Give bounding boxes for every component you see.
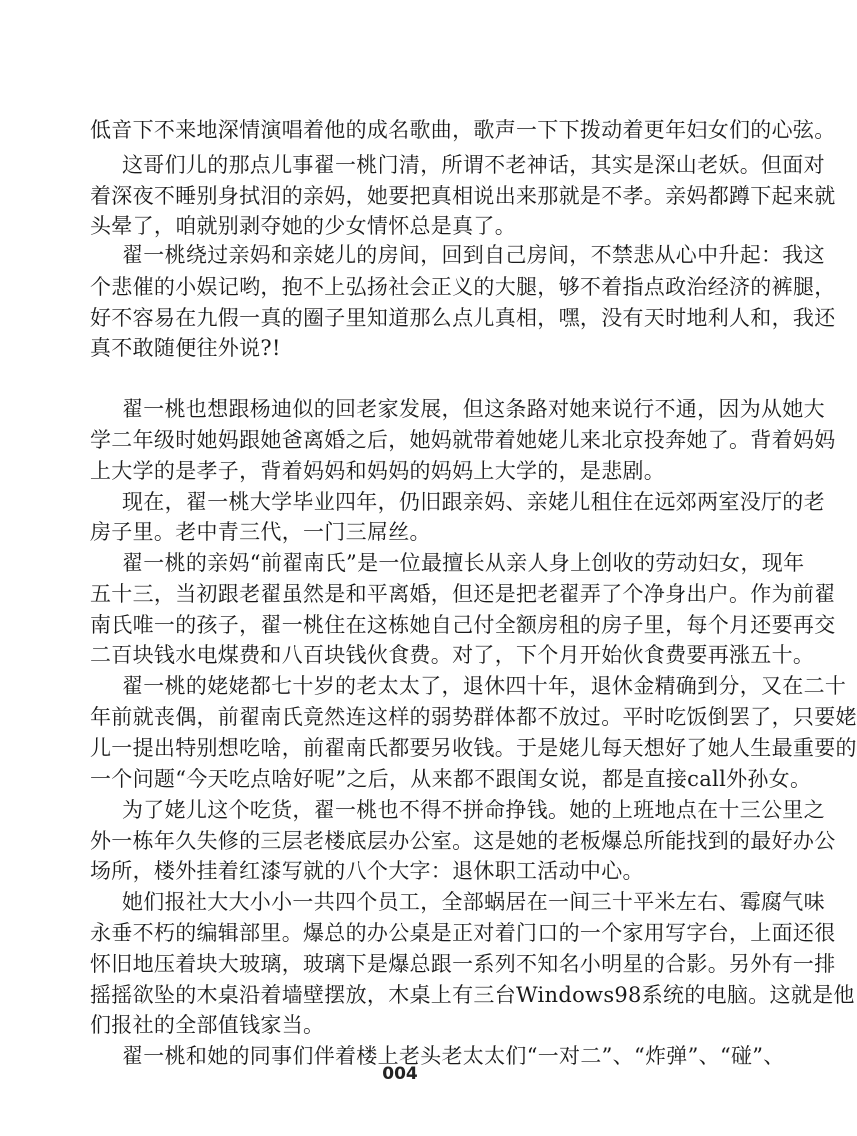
text-line: 南氏唯一的孩子，翟一桃住在这栋她自己付全额房租的房子里，每个月还要再交 <box>90 613 836 637</box>
text-line: 五十三，当初跟老翟虽然是和平离婚，但还是把老翟弄了个净身出户。作为前翟 <box>90 582 836 606</box>
text-line: 好不容易在九假一真的圈子里知道那么点儿真相，嘿，没有天时地利人和，我还 <box>90 306 836 330</box>
text-line: 头晕了，咱就别剥夺她的少女情怀总是真了。 <box>90 214 516 238</box>
text-line: 二百块钱水电煤费和八百块钱伙食费。对了，下个月开始伙食费要再涨五十。 <box>90 643 815 667</box>
text-line: 摇摇欲坠的木桌沿着墙壁摆放，木桌上有三台Windows98系统的电脑。这就是他 <box>90 983 855 1007</box>
text-line: 翟一桃的亲妈“前翟南氏”是一位最擅长从亲人身上创收的劳动妇女，现年 <box>122 551 805 575</box>
text-line: 真不敢随便往外说?! <box>90 336 281 360</box>
text-line: 她们报社大大小小一共四个员工，全部蜗居在一间三十平米左右、霉腐气味 <box>122 890 825 914</box>
text-line: 们报社的全部值钱家当。 <box>90 1013 325 1037</box>
text-line: 年前就丧偶，前翟南氏竟然连这样的弱势群体都不放过。平时吃饭倒罢了，只要姥 <box>90 705 857 729</box>
text-line: 为了姥儿这个吃货，翟一桃也不得不拼命挣钱。她的上班地点在十三公里之 <box>122 798 825 822</box>
text-line: 永垂不朽的编辑部里。爆总的办公桌是正对着门口的一个家用写字台，上面还很 <box>90 921 836 945</box>
text-line: 着深夜不睡别身拭泪的亲妈，她要把真相说出来那就是不孝。亲妈都蹲下起来就 <box>90 184 836 208</box>
text-line: 翟一桃也想跟杨迪似的回老家发展，但这条路对她来说行不通，因为从她大 <box>122 397 825 421</box>
text-line: 翟一桃和她的同事们伴着楼上老头老太太们“一对二”、“炸弹”、“碰”、 <box>122 1044 785 1068</box>
text-line: 翟一桃绕过亲妈和亲姥儿的房间，回到自己房间，不禁悲从心中升起：我这 <box>122 243 825 267</box>
text-line: 怀旧地压着块大玻璃，玻璃下是爆总跟一系列不知名小明星的合影。另外有一排 <box>90 952 836 976</box>
text-line: 外一栋年久失修的三层老楼底层办公室。这是她的老板爆总所能找到的最好办公 <box>90 829 836 853</box>
text-line: 个悲催的小娱记哟，抱不上弘扬社会正义的大腿，够不着指点政治经济的裤腿， <box>90 275 836 299</box>
text-line: 翟一桃的姥姥都七十岁的老太太了，退休四十年，退休金精确到分，又在二十 <box>122 674 847 698</box>
page-number: 004 <box>382 1064 418 1084</box>
text-line: 低音下不来地深情演唱着他的成名歌曲，歌声一下下拨动着更年妇女们的心弦。 <box>90 118 836 142</box>
text-line: 这哥们儿的那点儿事翟一桃门清，所谓不老神话，其实是深山老妖。但面对 <box>122 153 825 177</box>
text-line: 现在，翟一桃大学毕业四年，仍旧跟亲妈、亲姥儿租住在远郊两室没厅的老 <box>122 490 825 514</box>
text-line: 房子里。老中青三代，一门三屌丝。 <box>90 520 431 544</box>
text-line: 儿一提出特别想吃啥，前翟南氏都要另收钱。于是姥儿每天想好了她人生最重要的 <box>90 736 857 760</box>
text-line: 学二年级时她妈跟她爸离婚之后，她妈就带着她姥儿来北京投奔她了。背着妈妈 <box>90 428 836 452</box>
text-line: 场所，楼外挂着红漆写就的八个大字：退休职工活动中心。 <box>90 859 644 883</box>
text-line: 上大学的是孝子，背着妈妈和妈妈的妈妈上大学的，是悲剧。 <box>90 459 666 483</box>
text-line: 一个问题“今天吃点啥好呢”之后，从来都不跟闺女说，都是直接call外孙女。 <box>90 767 812 791</box>
